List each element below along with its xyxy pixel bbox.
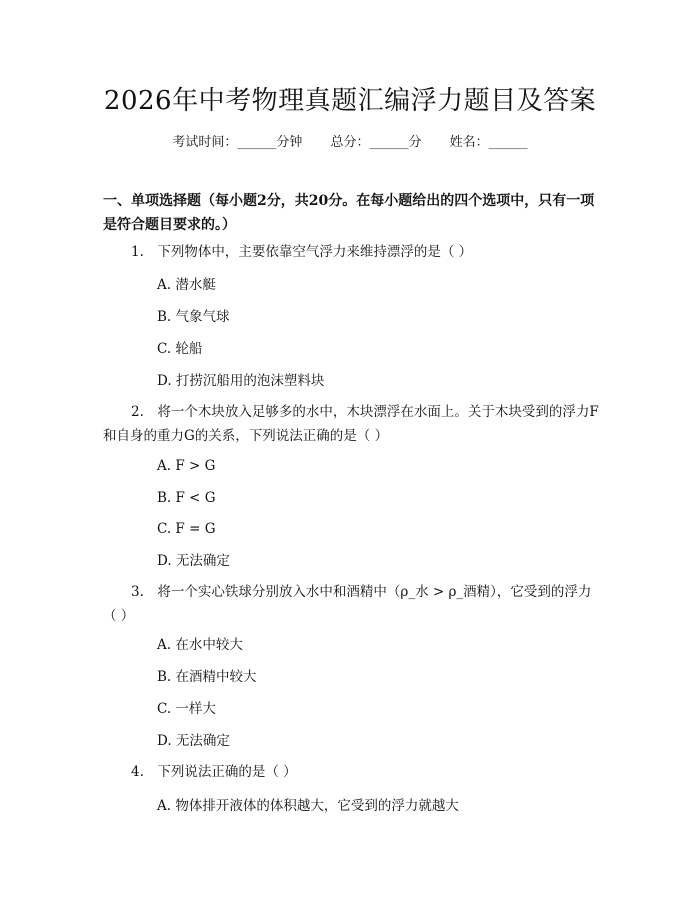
page-title: 2026年中考物理真题汇编浮力题目及答案 xyxy=(103,86,597,116)
total-score: 总分：______分 xyxy=(330,135,422,150)
question-2-option-d: D. 无法确定 xyxy=(157,553,230,569)
question-1-option-a: A. 潜水艇 xyxy=(157,277,216,293)
question-1-option-d: D. 打捞沉船用的泡沫塑料块 xyxy=(157,373,325,389)
section-heading: 一、单项选择题（每小题2分，共20分。在每小题给出的四个选项中，只有一项是符合题目要求的。） xyxy=(103,193,595,233)
question-3-stem: 3. 将一个实心铁球分别放入水中和酒精中（ρ_水 > ρ_酒精），它受到的浮力（ ） xyxy=(103,584,592,624)
exam-meta xyxy=(0,131,700,150)
question-1-stem: 1. 下列物体中，主要依靠空气浮力来维持漂浮的是（ ） xyxy=(131,244,473,260)
question-3-option-b: B. 在酒精中较大 xyxy=(157,669,257,685)
question-2-stem: 2. 将一个木块放入足够多的水中，木块漂浮在水面上。关于木块受到的浮力F和自身的重力G的关系，下列说法正确的是（ ） xyxy=(103,404,599,444)
question-2-option-a: A. F > G xyxy=(157,458,216,474)
question-1-option-b: B. 气象气球 xyxy=(157,309,230,325)
question-3-option-d: D. 无法确定 xyxy=(157,733,230,749)
question-4-option-a: A. 物体排开液体的体积越大，它受到的浮力就越大 xyxy=(157,798,459,814)
exam-time: 考试时间：______分钟 xyxy=(172,135,303,150)
question-3-option-c: C. 一样大 xyxy=(157,701,216,717)
question-3-option-a: A. 在水中较大 xyxy=(157,637,243,653)
question-2-option-c: C. F = G xyxy=(157,521,216,537)
question-1-option-c: C. 轮船 xyxy=(157,341,203,357)
question-4-stem: 4. 下列说法正确的是（ ） xyxy=(131,764,297,780)
question-2-option-b: B. F < G xyxy=(157,490,216,506)
student-name: 姓名：______ xyxy=(449,135,528,150)
